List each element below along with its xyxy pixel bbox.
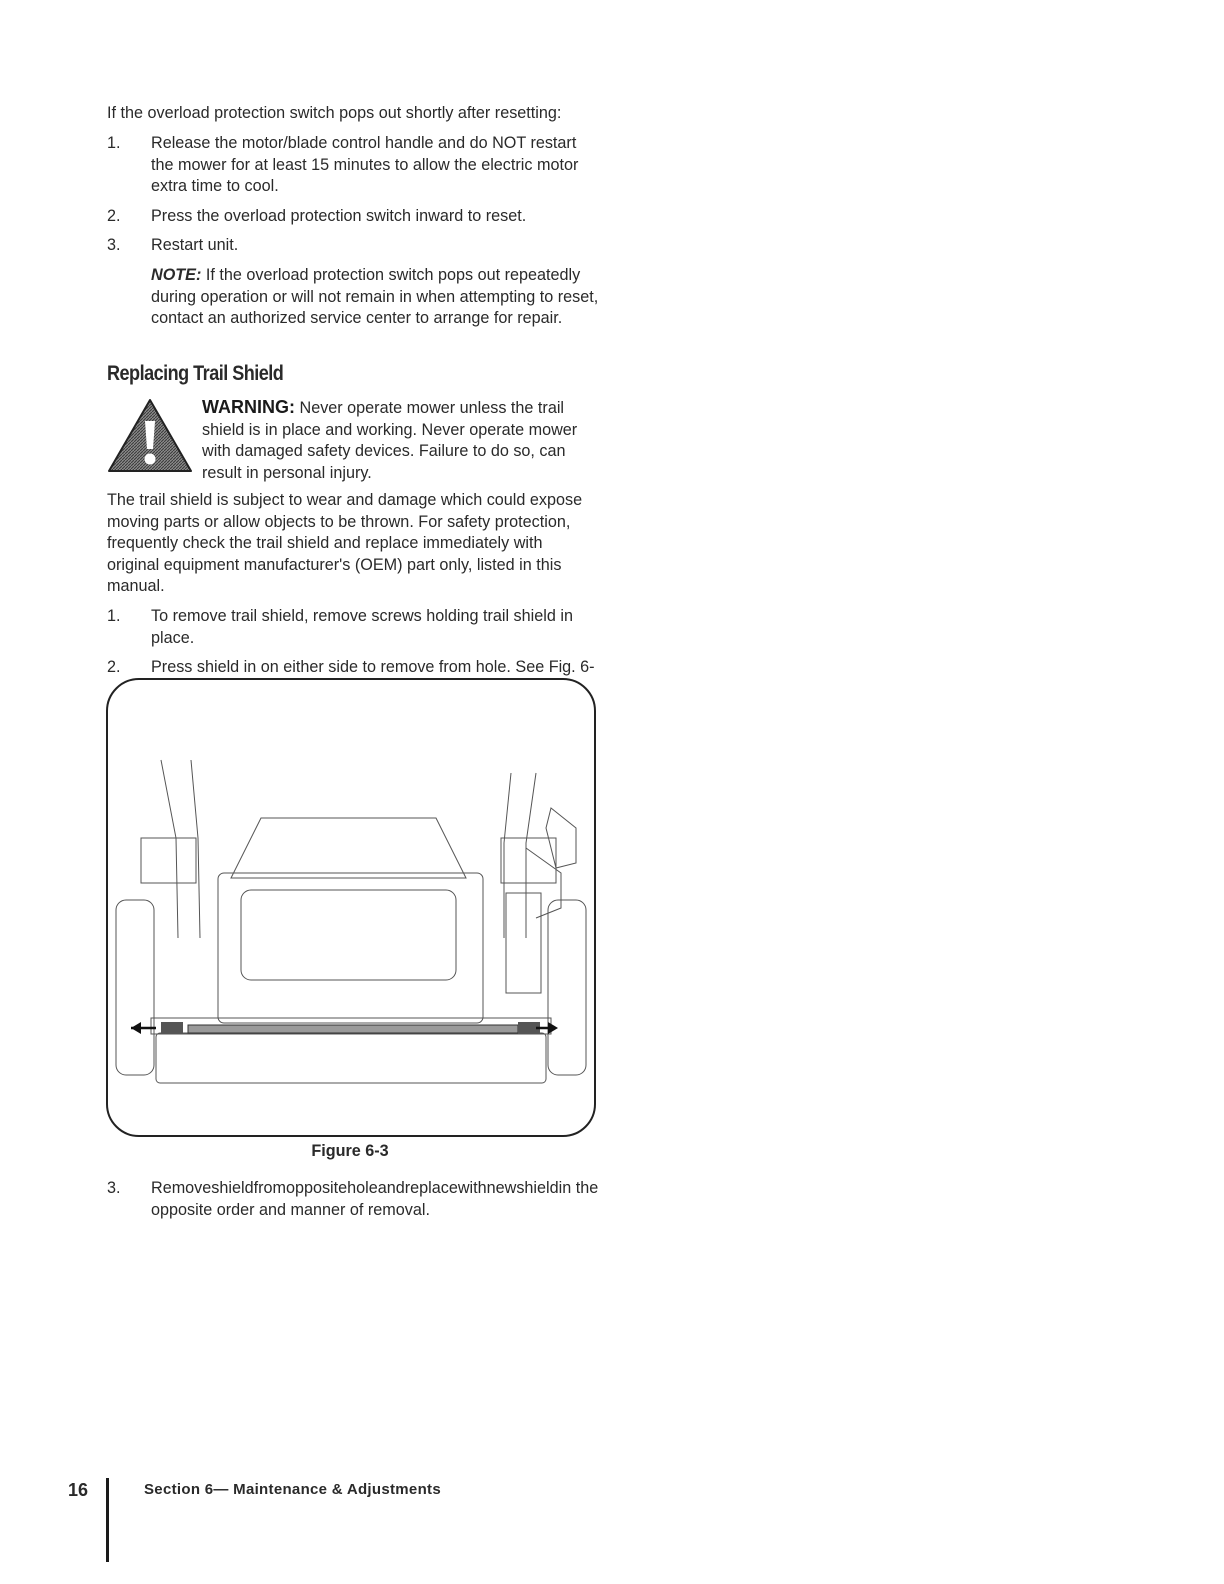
warning-label: WARNING: <box>202 397 295 417</box>
note-label: NOTE: <box>151 265 202 284</box>
step-text: To remove trail shield, remove screws holding trail shield in place. <box>151 606 573 647</box>
step-number: 2. <box>107 658 121 677</box>
figure-caption: Figure 6-3 <box>311 1142 389 1160</box>
warning-text <box>202 397 602 484</box>
trail-shield-section <box>107 490 599 708</box>
section-heading: Replacing Trail Shield <box>107 362 284 385</box>
note-block <box>107 265 599 330</box>
warning-triangle-icon <box>107 397 193 473</box>
page-number: 16 <box>68 1480 89 1500</box>
step-number: 2. <box>107 206 121 225</box>
step-number: 3. <box>107 236 121 255</box>
step-number: 1. <box>107 606 121 625</box>
step-text: Removeshieldfromoppositeholeandreplacewithnewshieldin the opposite order and manner of removal. <box>151 1179 599 1219</box>
step-text: Press shield in on either side to remove from hole. See Fig. 6- <box>151 658 595 677</box>
step-text: Press the overload protection switch inward to reset. <box>151 206 527 225</box>
figure-mower-illustration <box>106 678 596 1137</box>
step-number: 1. <box>107 134 121 152</box>
steps-list-a <box>107 133 599 330</box>
body-paragraph: The trail shield is subject to wear and damage which could expose moving parts or allow objects to be thrown. For safety protection, frequently check the trail shield and replace immediately with original equipment manufacturer's (OEM) part only, listed in this manual. <box>107 491 583 596</box>
list-item <box>107 606 599 649</box>
footer-divider <box>106 1478 109 1562</box>
note-text: If the overload protection switch pops out repeatedly during operation or will not remain in when attempting to reset, contact an authorized service center to arrange for repair. <box>151 265 599 328</box>
list-item <box>107 206 599 228</box>
list-item <box>107 133 599 198</box>
list-item <box>107 235 599 257</box>
steps-list-c <box>107 1178 599 1229</box>
intro-text: If the overload protection switch pops out shortly after resetting: <box>107 104 562 122</box>
footer-section-title: Section 6— Maintenance & Adjustments <box>144 1481 441 1498</box>
list-item <box>107 1178 599 1221</box>
step-text: Release the motor/blade control handle and do NOT restart the mower for at least 15 minutes to allow the electric motor extra time to cool. <box>151 134 579 196</box>
step-number: 3. <box>107 1179 121 1197</box>
warning-body: Never operate mower unless the trail shield is in place and working. Never operate mower with damaged safety devices. Failure to do so, can result in personal injury. <box>202 399 578 482</box>
step-text: Restart unit. <box>151 236 239 255</box>
